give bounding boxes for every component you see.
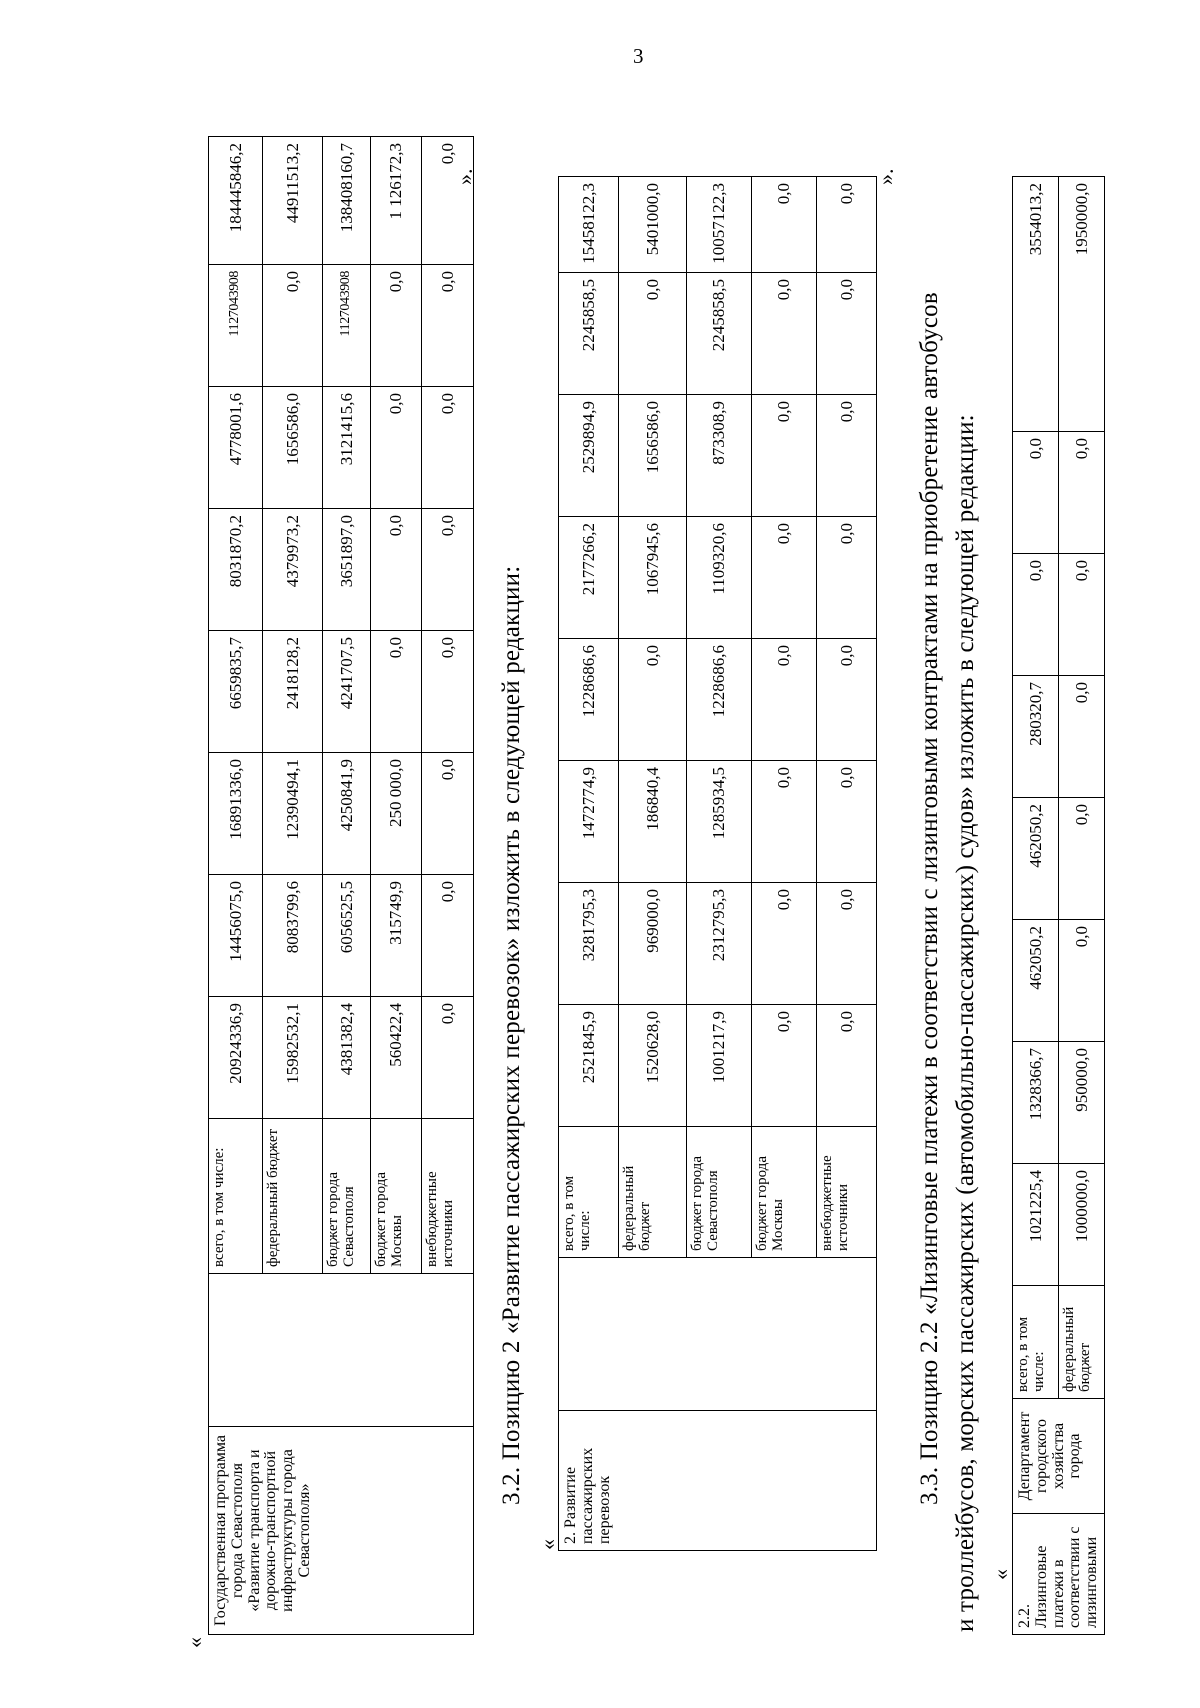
total-cell: 5401000,0	[619, 177, 687, 273]
value-cell: 0,0	[752, 1005, 817, 1127]
value-cell: 8083799,6	[263, 875, 323, 997]
value-cell: 0,0	[817, 1005, 877, 1127]
value-cell: 12390494,1	[263, 753, 323, 875]
quote-open-2: «	[535, 1539, 560, 1550]
value-cell: 2177266,2	[559, 517, 619, 639]
value-cell: 0,0	[422, 387, 474, 509]
value-cell: 2418128,2	[263, 631, 323, 753]
value-cell: 0,0	[371, 265, 422, 387]
value-cell: 0,0	[752, 883, 817, 1005]
value-cell: 0,0	[1013, 432, 1059, 554]
page-number: 3	[633, 44, 644, 68]
value-cell: 0,0	[371, 631, 422, 753]
value-cell: 1285934,5	[687, 761, 752, 883]
value-cell: 0,0	[752, 395, 817, 517]
source-label: всего, в том числе:	[1013, 1286, 1059, 1399]
value-cell: 4241707,5	[323, 631, 371, 753]
value-cell: 315749,9	[371, 875, 422, 997]
total-cell: 184445846,2	[209, 137, 263, 265]
total-cell: 44911513,2	[263, 137, 323, 265]
value-cell: 0,0	[817, 517, 877, 639]
value-cell: 250 000,0	[371, 753, 422, 875]
value-cell: 1228686,6	[687, 639, 752, 761]
total-cell: 0,0	[817, 177, 877, 273]
table-passenger-transport	[558, 176, 877, 1551]
executor-cell	[559, 1258, 877, 1411]
value-cell: 6659835,7	[209, 631, 263, 753]
value-cell: 0,0	[752, 273, 817, 395]
value-cell: 3651897,0	[323, 509, 371, 631]
source-label: внебюджетные источники	[422, 1119, 474, 1274]
value-cell: 1656586,0	[619, 395, 687, 517]
value-cell: 14456075,0	[209, 875, 263, 997]
value-cell: 0,0	[422, 875, 474, 997]
source-label: бюджет города Севастополя	[323, 1119, 371, 1274]
value-cell: 0,0	[1013, 554, 1059, 676]
value-cell: 2245858,5	[687, 273, 752, 395]
value-cell: 462050,2	[1013, 920, 1059, 1042]
value-cell: 20924336,9	[209, 997, 263, 1119]
source-label: федеральный бюджет	[263, 1119, 323, 1274]
source-label: федеральный бюджет	[619, 1127, 687, 1258]
value-cell: 1520628,0	[619, 1005, 687, 1127]
value-cell: 0,0	[1058, 798, 1104, 920]
program-name-cell: 2.2. Лизинговые платежи в соответствии с лизинговыми	[1013, 1514, 1105, 1635]
value-cell: 1021225,4	[1013, 1164, 1059, 1286]
value-cell: 0,0	[422, 997, 474, 1119]
value-cell: 0,0	[422, 509, 474, 631]
total-cell: 138408160,7	[323, 137, 371, 265]
quote-open-3: «	[988, 1569, 1013, 1580]
value-cell: 4778001,6	[209, 387, 263, 509]
value-cell: 4379973,2	[263, 509, 323, 631]
value-cell: 462050,2	[1013, 798, 1059, 920]
value-cell: 0,0	[371, 387, 422, 509]
value-cell: 15982532,1	[263, 997, 323, 1119]
value-cell: 560422,4	[371, 997, 422, 1119]
value-cell: 1228686,6	[559, 639, 619, 761]
total-cell: 0,0	[752, 177, 817, 273]
value-cell: 16891336,0	[209, 753, 263, 875]
quote-open-1: «	[182, 1637, 207, 1648]
value-cell: 1127043908	[323, 265, 371, 387]
value-cell: 1109320,6	[687, 517, 752, 639]
value-cell: 0,0	[1058, 554, 1104, 676]
source-label: бюджет города Москвы	[371, 1119, 422, 1274]
executor-cell	[209, 1274, 474, 1427]
value-cell: 1328366,7	[1013, 1042, 1059, 1164]
value-cell: 0,0	[263, 265, 323, 387]
value-cell: 186840,4	[619, 761, 687, 883]
value-cell: 4250841,9	[323, 753, 371, 875]
executor-cell: Департамент городского хозяйства города	[1013, 1399, 1105, 1514]
source-label: бюджет города Севастополя	[687, 1127, 752, 1258]
total-cell: 0,0	[422, 137, 474, 265]
value-cell: 0,0	[1058, 920, 1104, 1042]
value-cell: 0,0	[422, 753, 474, 875]
value-cell: 0,0	[371, 509, 422, 631]
source-label: всего, в том числе:	[559, 1127, 619, 1258]
value-cell: 0,0	[422, 631, 474, 753]
total-cell: 10057122,3	[687, 177, 752, 273]
value-cell: 0,0	[422, 265, 474, 387]
value-cell: 0,0	[619, 273, 687, 395]
value-cell: 0,0	[817, 639, 877, 761]
program-name-cell: Государственная программа города Севастополя «Развитие транспорта и дорожно-транспортной инфраструктуры города Севастополя»	[209, 1427, 474, 1635]
table-state-program	[208, 136, 474, 1635]
value-cell: 3121415,6	[323, 387, 371, 509]
value-cell: 969000,0	[619, 883, 687, 1005]
value-cell: 0,0	[752, 761, 817, 883]
heading-3-2: 3.2. Позицию 2 «Развитие пассажирских перевозок» изложить в следующей редакции:	[498, 565, 525, 1505]
source-label: бюджет города Москвы	[752, 1127, 817, 1258]
value-cell: 0,0	[1058, 676, 1104, 798]
total-cell: 3554013,2	[1013, 177, 1059, 432]
total-cell: 1 126172,3	[371, 137, 422, 265]
source-label: федеральный бюджет	[1058, 1286, 1104, 1399]
table-leasing-payments	[1012, 176, 1105, 1635]
quote-close-1: ».	[452, 168, 477, 185]
value-cell: 0,0	[752, 517, 817, 639]
value-cell: 8031870,2	[209, 509, 263, 631]
heading-3-3-line2: и троллейбусов, морских пассажирских (автомобильно-пассажирских) судов» изложить в следующей редакции:	[952, 414, 979, 1632]
source-label: всего, в том числе:	[209, 1119, 263, 1274]
value-cell: 2245858,5	[559, 273, 619, 395]
value-cell: 2521845,9	[559, 1005, 619, 1127]
value-cell: 3281795,3	[559, 883, 619, 1005]
value-cell: 0,0	[752, 639, 817, 761]
rotated-content	[160, 100, 1150, 1660]
value-cell: 2529894,9	[559, 395, 619, 517]
value-cell: 280320,7	[1013, 676, 1059, 798]
value-cell: 2312795,3	[687, 883, 752, 1005]
value-cell: 0,0	[817, 273, 877, 395]
value-cell: 0,0	[619, 639, 687, 761]
value-cell: 1067945,6	[619, 517, 687, 639]
value-cell: 1472774,9	[559, 761, 619, 883]
total-cell: 1950000,0	[1058, 177, 1104, 432]
value-cell: 0,0	[817, 761, 877, 883]
value-cell: 1000000,0	[1058, 1164, 1104, 1286]
value-cell: 873308,9	[687, 395, 752, 517]
value-cell: 950000,0	[1058, 1042, 1104, 1164]
heading-3-3-line1: 3.3. Позицию 2.2 «Лизинговые платежи в соответствии с лизинговыми контрактами на приобретение автобусов	[916, 292, 943, 1505]
quote-close-2: ».	[873, 168, 898, 185]
value-cell: 1001217,9	[687, 1005, 752, 1127]
value-cell: 1127043908	[209, 265, 263, 387]
value-cell: 0,0	[1058, 432, 1104, 554]
value-cell: 0,0	[817, 883, 877, 1005]
value-cell: 6056525,5	[323, 875, 371, 997]
value-cell: 0,0	[817, 395, 877, 517]
value-cell: 1656586,0	[263, 387, 323, 509]
total-cell: 15458122,3	[559, 177, 619, 273]
value-cell: 4381382,4	[323, 997, 371, 1119]
source-label: внебюджетные источники	[817, 1127, 877, 1258]
program-name-cell: 2. Развитие пассажирских перевозок	[559, 1411, 877, 1551]
